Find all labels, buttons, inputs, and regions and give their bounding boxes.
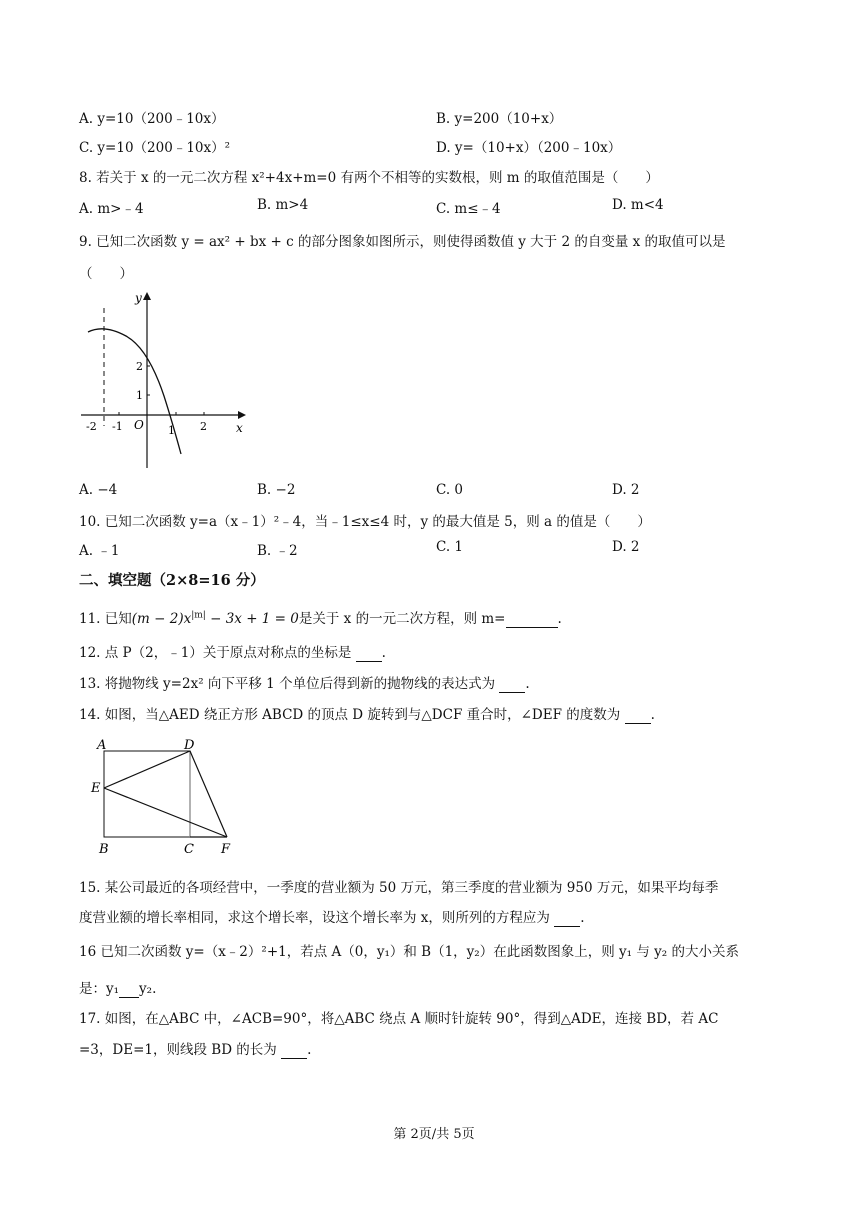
q8-option-d: D. m<4 (612, 197, 664, 213)
q16-answer-blank[interactable] (119, 981, 139, 998)
tick-label-y-1: 1 (136, 389, 143, 402)
page-footer: 第 2页/共 5页 (393, 1127, 475, 1142)
label-f: F (221, 842, 231, 857)
segment-ed (104, 751, 190, 788)
q8-option-b: B. m>4 (257, 197, 309, 213)
q16-line2: 是：y₁ y₂. (79, 981, 157, 997)
q11-answer-blank[interactable] (506, 611, 558, 628)
q9-parabola-graph (76, 286, 256, 476)
q14-square-figure (88, 734, 248, 860)
q14-answer-blank[interactable] (625, 707, 651, 724)
q15-line1: 15. 某公司最近的各项经营中，一季度的营业额为 50 万元，第三季度的营业额为 950 万元，如果平均每季 (79, 880, 719, 896)
q7-option-d: D. y=（10+x）（200﹣10x） (436, 140, 622, 156)
label-c: C (184, 842, 194, 857)
q8-option-c: C. m≤﹣4 (436, 201, 501, 217)
q7-option-c: C. y=10（200﹣10x）² (79, 140, 231, 156)
q17-text: =3，DE=1，则线段 BD 的长为 (79, 1042, 277, 1058)
q10-option-a: A. ﹣1 (79, 543, 120, 559)
label-e: E (91, 781, 101, 796)
q12-answer-blank[interactable] (356, 645, 382, 662)
tick-label-x-neg2: -2 (86, 420, 97, 433)
q13-line: 13. 将抛物线 y=2x² 向下平移 1 个单位后得到新的抛物线的表达式为 . (79, 676, 530, 692)
axis-label-x: x (236, 421, 243, 435)
square-abcd (104, 751, 190, 837)
q11-exponent: |m| (191, 610, 206, 621)
tick-label-x-1: 1 (168, 424, 175, 437)
q15-answer-blank[interactable] (554, 910, 580, 927)
tick-label-y-2: 2 (136, 360, 143, 373)
q14-line: 14. 如图，当△AED 绕正方形 ABCD 的顶点 D 旋转到与△DCF 重合时，∠DEF 的度数为 . (79, 707, 655, 723)
q17-answer-blank[interactable] (281, 1042, 307, 1059)
q11-num: 11. 已知 (79, 611, 132, 627)
q16-line1: 16 已知二次函数 y=（x﹣2）²+1，若点 A（0，y₁）和 B（1，y₂）在此函数图象上，则 y₁ 与 y₂ 的大小关系 (79, 944, 739, 960)
q8-option-a: A. m>﹣4 (79, 201, 144, 217)
q10-option-d: D. 2 (612, 539, 640, 555)
y-axis-arrow (143, 292, 151, 300)
q7-option-b: B. y=200（10+x） (436, 111, 563, 127)
q11-formula-rest: − 3x + 1 = 0 (205, 611, 299, 627)
q14-text: 14. 如图，当△AED 绕正方形 ABCD 的顶点 D 旋转到与△DCF 重合时，∠DEF 的度数为 (79, 707, 621, 723)
q15-text: 度营业额的增长率相同，求这个增长率，设这个增长率为 x，则所列的方程应为 (79, 910, 550, 926)
q13-text: 13. 将抛物线 y=2x² 向下平移 1 个单位后得到新的抛物线的表达式为 (79, 676, 496, 692)
x-axis-arrow (238, 411, 246, 419)
q10-option-b: B. ﹣2 (257, 543, 298, 559)
q8-stem: 8. 若关于 x 的一元二次方程 x²+4x+m=0 有两个不相等的实数根，则 m 的取值范围是（ ） (79, 170, 659, 186)
q12-text: 12. 点 P（2，﹣1）关于原点对称点的坐标是 (79, 645, 352, 661)
section-title-fill-in: 二、填空题（2×8=16 分） (79, 572, 265, 589)
q10-option-c: C. 1 (436, 539, 464, 555)
q9-option-d: D. 2 (612, 482, 640, 498)
q9-stem: 9. 已知二次函数 y = ax² + bx + c 的部分图象如图所示，则使得函数值 y 大于 2 的自变量 x 的取值可以是 (79, 234, 726, 250)
q9-option-a: A. −4 (79, 482, 118, 498)
q13-answer-blank[interactable] (499, 676, 525, 693)
q9-option-b: B. −2 (257, 482, 296, 498)
q7-option-a: A. y=10（200﹣10x） (79, 111, 225, 127)
q15-line2: 度营业额的增长率相同，求这个增长率，设这个增长率为 x，则所列的方程应为 . (79, 910, 585, 926)
q10-stem: 10. 已知二次函数 y=a（x﹣1）²﹣4，当﹣1≤x≤4 时，y 的最大值是 5，则 a 的值是（ ） (79, 514, 651, 530)
origin-label: O (134, 418, 144, 432)
q9-paren: （ ） (79, 266, 133, 282)
axis-label-y: y (135, 291, 142, 305)
label-a: A (97, 738, 107, 753)
q17-line2: =3，DE=1，则线段 BD 的长为 . (79, 1042, 312, 1058)
q11-line: 11. 已知$(m - 2)x^{|m|} - 3x + 1 = 0$是关于 x 的一元二次方程，则 m= . (79, 610, 562, 627)
label-d: D (184, 738, 195, 753)
tick-label-x-2: 2 (200, 420, 207, 433)
q9-option-c: C. 0 (436, 482, 464, 498)
q17-line1: 17. 如图，在△ABC 中，∠ACB=90°，将△ABC 绕点 A 顺时针旋转 90°，得到△ADE，连接 BD，若 AC (79, 1011, 719, 1027)
tick-label-x-neg1: -1 (112, 420, 123, 433)
q11-tail: 是关于 x 的一元二次方程，则 m= (298, 611, 506, 627)
q11-formula: (m − 2)x (131, 611, 192, 627)
label-b: B (99, 842, 109, 857)
q12-line: 12. 点 P（2，﹣1）关于原点对称点的坐标是 . (79, 645, 386, 661)
